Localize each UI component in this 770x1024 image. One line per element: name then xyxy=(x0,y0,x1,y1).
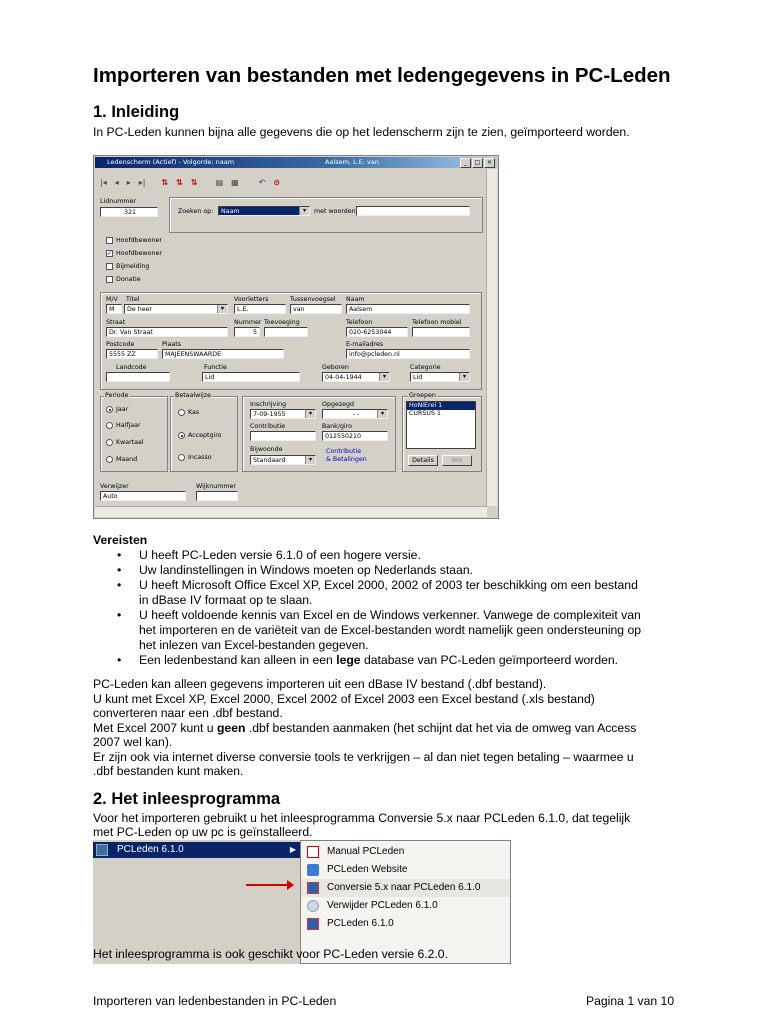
requirement-item xyxy=(93,608,693,653)
menu-item-verwijder[interactable] xyxy=(301,897,510,915)
menu-item-manual[interactable] xyxy=(301,843,510,861)
postcode-label: Postcode xyxy=(106,341,135,348)
dropdown-arrow-icon[interactable]: ▾ xyxy=(379,373,389,381)
menu-pcleden-folder[interactable] xyxy=(93,842,300,858)
checkbox-4-label: Donatie xyxy=(116,276,141,283)
naam-field[interactable]: Aalsem xyxy=(346,304,470,314)
periode-option-1: Jaar xyxy=(116,406,129,413)
intro-paragraph: In PC-Leden kunnen bijna alle gegevens die op het ledenscherm zijn te zien, geïmporteerd worden. xyxy=(93,125,630,139)
inschrijving-label: Inschrijving xyxy=(250,401,287,408)
pdf-icon xyxy=(307,846,319,858)
maximize-icon[interactable]: □ xyxy=(472,158,483,168)
wijknummer-label: Wijknummer xyxy=(196,483,236,490)
zoeken-select[interactable] xyxy=(218,206,310,216)
groepen-list[interactable] xyxy=(406,401,476,449)
requirement-item xyxy=(93,563,693,578)
met-woorden-input[interactable] xyxy=(356,206,470,216)
email-label: E-mailadres xyxy=(346,341,384,348)
zoeken-label: Zoeken op: xyxy=(178,208,214,215)
menu-item-label: PCLeden Website xyxy=(327,864,408,875)
toolbar xyxy=(100,175,280,189)
periode-radio-4[interactable] xyxy=(106,456,113,463)
verwijzer-label: Verwijzer xyxy=(100,483,129,490)
verwijzer-field[interactable]: Auto xyxy=(100,491,186,501)
requirement-text: in dBase IV formaat op te slaan. xyxy=(139,593,313,607)
footer-title: Importeren van ledenbestanden in PC-Leden xyxy=(93,994,337,1008)
dropdown-arrow-icon[interactable]: ▾ xyxy=(217,305,227,313)
dropdown-arrow-icon[interactable]: ▾ xyxy=(299,207,309,215)
requirement-text: U heeft PC-Leden versie 6.1.0 of een hogere versie. xyxy=(139,548,421,562)
start-menu-programs xyxy=(93,840,300,964)
checkbox-3[interactable] xyxy=(106,263,113,270)
categorie-select[interactable] xyxy=(410,372,470,382)
vereisten-heading: Vereisten xyxy=(93,533,148,547)
telefoon-field[interactable]: 020-6253044 xyxy=(346,327,408,337)
telefoon-mobiel-label: Telefoon mobiel xyxy=(412,319,462,326)
last-record-icon[interactable]: ▸| xyxy=(138,177,146,187)
lidnummer-label: Lidnummer xyxy=(100,198,136,205)
paragraph-tools-2: .dbf bestanden kunt maken. xyxy=(93,764,244,778)
bijwoonde-label: Bijwoonde xyxy=(250,446,283,453)
wis-button[interactable]: Wis xyxy=(442,455,472,466)
checkbox-2[interactable]: ✓ xyxy=(107,250,113,257)
paragraph-inlees-2: met PC-Leden op uw pc is geïnstalleerd. xyxy=(93,825,313,839)
titel-label: Titel xyxy=(126,296,140,303)
postcode-field[interactable]: 5555 ZZ xyxy=(106,349,158,359)
bankgiro-label: Bank/giro xyxy=(322,423,352,430)
opgezegd-value: - - xyxy=(352,411,360,418)
requirement-text: U heeft Microsoft Office Excel XP, Excel 2000, 2002 of 2003 ter beschikking om een bestand xyxy=(139,578,638,592)
betalingen-link[interactable]: & Betalingen xyxy=(326,456,367,463)
paragraph-tools-1: Er zijn ook via internet diverse conversie tools te verkrijgen – al dan niet tegen betaling – waarmee u xyxy=(93,750,634,764)
dropdown-arrow-icon[interactable]: ▾ xyxy=(305,410,315,418)
details-button[interactable]: Details xyxy=(408,455,438,466)
paragraph-inlees-1: Voor het importeren gebruikt u het inleesprogramma Conversie 5.x naar PCLeden 6.1.0, dat tegelijk xyxy=(93,811,631,825)
periode-label: Periode xyxy=(105,392,129,399)
geboren-label: Geboren xyxy=(322,364,349,371)
paragraph-excel2007 xyxy=(93,721,636,736)
submenu-arrow-icon: ▶ xyxy=(289,845,296,854)
requirement-bold: lege xyxy=(336,653,361,667)
periode-radio-1[interactable] xyxy=(106,406,113,413)
voorletters-field[interactable]: L.E. xyxy=(234,304,286,314)
section-heading-inleesprogramma: 2. Het inleesprogramma xyxy=(93,790,281,808)
betaal-option-2: Acceptgiro xyxy=(188,432,222,439)
paragraph-excel-1: U kunt met Excel XP, Excel 2000, Excel 2002 of Excel 2003 een Excel bestand (.xls bestand) xyxy=(93,692,595,706)
checkbox-1-label: Hoofdbewoner xyxy=(116,237,162,244)
betaal-radio-2[interactable] xyxy=(178,432,185,439)
horizontal-scrollbar[interactable] xyxy=(95,506,487,517)
text: .dbf bestanden aanmaken (het schijnt dat het via de omweg van Access xyxy=(245,721,637,735)
paragraph-excel-2: converteren naar een .dbf bestand. xyxy=(93,706,283,720)
groepen-item-2[interactable]: CURSUS 1 xyxy=(409,410,441,417)
print-icon[interactable]: ▦ xyxy=(231,177,239,187)
functie-label: Functie xyxy=(204,364,227,371)
window-titlebar xyxy=(95,157,497,168)
minimize-icon[interactable]: _ xyxy=(460,158,471,168)
toevoeging-field[interactable] xyxy=(264,327,308,337)
dropdown-arrow-icon[interactable]: ▾ xyxy=(305,456,315,464)
window-title: Ledenscherm (Actief) - Volgorde: naam xyxy=(107,158,235,166)
requirement-text: database van PC-Leden geïmporteerd worden. xyxy=(360,653,619,667)
bijwoonde-select[interactable] xyxy=(250,455,316,465)
requirement-text: U heeft voldoende kennis van Excel en de Windows verkenner. Vanwege de complexiteit van xyxy=(139,608,641,622)
section-heading-inleiding: 1. Inleiding xyxy=(93,103,180,121)
checkbox-3-label: Bijmelding xyxy=(116,263,150,270)
voorletters-label: Voorletters xyxy=(234,296,269,303)
toevoeging-label: Toevoeging xyxy=(264,319,300,326)
periode-option-3: Kwartaal xyxy=(116,439,144,446)
sort-icon-3[interactable]: ⇅ xyxy=(190,177,198,187)
menu-item-pcleden[interactable] xyxy=(301,915,510,933)
program-icon xyxy=(307,918,319,930)
wijknummer-field[interactable] xyxy=(196,491,238,501)
paragraph-dbf: PC-Leden kan alleen gegevens importeren uit een dBase IV bestand (.dbf bestand). xyxy=(93,677,547,691)
bankgiro-field[interactable]: 012550210 xyxy=(322,431,388,441)
help-icon[interactable]: ⊙ xyxy=(273,177,281,187)
menu-item-label: Verwijder PCLeden 6.1.0 xyxy=(327,900,438,911)
periode-radio-2[interactable] xyxy=(106,422,113,429)
nummer-field[interactable]: 5 xyxy=(234,327,260,337)
categorie-label: Categorie xyxy=(410,364,441,371)
inschrijving-value: 7-09-1955 xyxy=(253,411,286,418)
folder-icon xyxy=(96,844,108,856)
page-title: Importeren van bestanden met ledengegevens in PC-Leden xyxy=(93,64,671,87)
mv-field[interactable]: M xyxy=(106,304,122,314)
zoeken-value: Naam xyxy=(221,208,240,215)
plaats-label: Plaats xyxy=(162,341,182,348)
sort-icon-2[interactable]: ⇅ xyxy=(176,177,183,187)
landcode-field[interactable] xyxy=(106,372,170,382)
web-link-icon xyxy=(307,864,319,876)
footer-page-number: Pagina 1 van 10 xyxy=(586,994,675,1008)
text: Met Excel 2007 kunt u xyxy=(93,721,217,735)
menu-pcleden-folder-label: PCLeden 6.1.0 xyxy=(117,844,184,855)
tussenvoegsel-field[interactable]: van xyxy=(290,304,342,314)
next-record-icon[interactable]: ▸ xyxy=(126,177,131,187)
email-field[interactable]: info@pcleden.nl xyxy=(346,349,470,359)
met-woorden-label: met woorden xyxy=(314,208,356,215)
betaalwijze-label: Betaalwijze xyxy=(175,392,211,399)
vertical-scrollbar[interactable] xyxy=(486,169,497,506)
program-icon xyxy=(307,882,319,894)
menu-item-conversie[interactable] xyxy=(301,879,510,897)
menu-item-label: PCLeden 6.1.0 xyxy=(327,918,394,929)
menu-item-label: Conversie 5.x naar PCLeden 6.1.0 xyxy=(327,882,481,893)
titel-select[interactable] xyxy=(124,304,228,314)
uninstall-icon xyxy=(307,900,319,912)
groepen-label: Groepen xyxy=(409,392,436,399)
red-arrow-icon xyxy=(246,884,288,886)
periode-radio-3[interactable] xyxy=(106,439,113,446)
nummer-label: Nummer xyxy=(234,319,262,326)
paragraph-excel2007-2: 2007 wel kan). xyxy=(93,735,173,749)
dropdown-arrow-icon[interactable]: ▾ xyxy=(377,410,387,418)
start-menu-screenshot xyxy=(93,840,511,964)
geboren-field[interactable] xyxy=(322,372,390,382)
menu-item-label: Manual PCLeden xyxy=(327,846,405,857)
calculator-icon[interactable]: ▤ xyxy=(215,177,224,187)
text-bold: geen xyxy=(216,721,246,735)
functie-field[interactable]: Lid xyxy=(202,372,300,382)
straat-label: Straat xyxy=(106,319,126,326)
tussenvoegsel-label: Tussenvoegsel xyxy=(290,296,336,303)
lidnummer-field[interactable]: 321 xyxy=(100,207,158,217)
requirement-text: Uw landinstellingen in Windows moeten op Nederlands staan. xyxy=(139,563,473,577)
contributie-field[interactable] xyxy=(250,431,316,441)
bijwoonde-value: Standaard xyxy=(253,457,286,464)
naam-label: Naam xyxy=(346,296,365,303)
close-icon[interactable]: × xyxy=(484,158,495,168)
checkbox-4[interactable] xyxy=(106,276,113,283)
landcode-label: Landcode xyxy=(116,364,147,371)
requirement-item xyxy=(93,578,693,608)
geboren-value: 04-04-1944 xyxy=(325,374,362,381)
groepen-item-1[interactable]: HoNiErel 1 xyxy=(407,402,475,410)
mv-label: M/V xyxy=(106,296,118,303)
requirement-text: het inlezen van Excel-bestanden gegeven. xyxy=(139,638,369,652)
titel-value: De heer xyxy=(127,306,153,313)
straat-field[interactable]: Dr. Van Straat xyxy=(106,327,228,337)
requirement-text: het importeren en de variëteit van de Excel-bestanden wordt namelijk geen ondersteuning op xyxy=(139,623,642,637)
contributie-link[interactable]: Contributie xyxy=(326,448,362,455)
betaal-radio-1[interactable] xyxy=(178,409,185,416)
betaal-radio-3[interactable] xyxy=(178,454,185,461)
checkbox-2-label: Hoofdbewoner xyxy=(116,250,162,257)
categorie-value: Lid xyxy=(413,374,423,381)
requirements-list xyxy=(93,548,693,668)
first-record-icon[interactable]: |◂ xyxy=(100,177,107,187)
paragraph-compatibility: Het inleesprogramma is ook geschikt voor PC-Leden versie 6.2.0. xyxy=(93,947,448,961)
contributie-label: Contributie xyxy=(250,423,286,430)
telefoon-mobiel-field[interactable] xyxy=(412,327,470,337)
betaal-option-1: Kas xyxy=(188,409,200,416)
sort-icon-1[interactable]: ⇅ xyxy=(161,177,169,187)
menu-item-website[interactable] xyxy=(301,861,510,879)
betaal-option-3: Incasso xyxy=(188,454,212,461)
plaats-field[interactable]: MAJEENSWAARDE xyxy=(162,349,284,359)
telefoon-label: Telefoon xyxy=(346,319,373,326)
requirement-item xyxy=(93,653,693,668)
requirement-text: Een ledenbestand kan alleen in een xyxy=(139,653,337,667)
window-title-member: Aalsem, L.E. van xyxy=(325,158,379,166)
pcleden-submenu xyxy=(300,840,511,964)
periode-option-4: Maand xyxy=(116,456,138,463)
periode-option-2: Halfjaar xyxy=(116,422,141,429)
opgezegd-label: Opgezegd xyxy=(322,401,354,408)
opgezegd-field[interactable] xyxy=(322,409,388,419)
undo-icon[interactable]: ↶ xyxy=(258,177,266,187)
checkbox-1[interactable] xyxy=(106,237,113,244)
dropdown-arrow-icon[interactable]: ▾ xyxy=(459,373,469,381)
previous-record-icon[interactable]: ◂ xyxy=(114,177,119,187)
inschrijving-field[interactable] xyxy=(250,409,316,419)
ledenscherm-screenshot xyxy=(93,155,499,519)
requirement-item xyxy=(93,548,693,563)
